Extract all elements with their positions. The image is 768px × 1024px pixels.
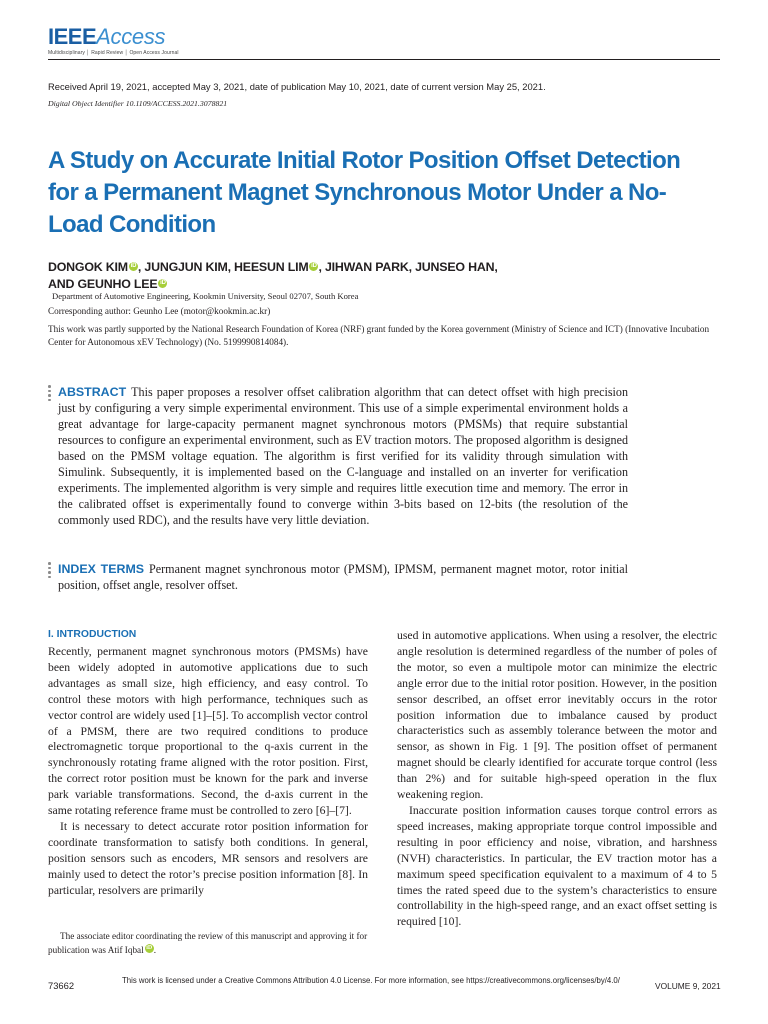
orcid-icon[interactable]: iD <box>160 280 166 286</box>
orcid-icon[interactable]: iD <box>130 263 137 269</box>
orcid-icon[interactable]: iD <box>311 263 317 269</box>
author-name: , JIHWAN PARK, JUNSEO HAN, <box>318 260 498 274</box>
author-name: , JUNGJUN KIM, HEESUN LIM <box>137 260 309 274</box>
paragraph: It is necessary to detect accurate rotor position information for coordinate transformation to satisfy both conditions. In general, position sensors such as encoders, MR sensors and resolvers are mainly used to detect the rotor’s precise position information [8]. In particular, resolvers are primarily <box>48 819 368 897</box>
page-number: 73662 <box>48 980 75 991</box>
section-heading: I. INTRODUCTION <box>48 629 137 640</box>
body-column-left <box>48 644 368 899</box>
abstract-label: ABSTRACT <box>58 385 127 399</box>
section-dots-icon <box>48 385 51 403</box>
orcid-icon[interactable]: iD <box>146 945 153 951</box>
paragraph: Inaccurate position information causes torque control errors as speed increases, making appropriate torque control impossible and resulting in poor efficiency and noise, vibration, and harshness (NVH) characteristics. In particular, the EV traction motor has a maximum speed specification equivalent to a maximum of 4 to 5 times the rated speed due to the system’s characteristics to ensure controllability in the high-speed range, and an exact offset setting is required [10]. <box>397 803 717 929</box>
section-dots-icon <box>48 562 51 580</box>
footnote-text: The associate editor coordinating the review of this manuscript and approving it for publication was Atif Iqbal <box>48 931 368 955</box>
volume-info: VOLUME 9, 2021 <box>655 981 721 991</box>
corresponding-author: Corresponding author: Geunho Lee (motor@kookmin.ac.kr) <box>48 306 271 316</box>
author-name: DONGOK KIM <box>48 260 128 274</box>
paper-title: A Study on Accurate Initial Rotor Position Offset Detection for a Permanent Magnet Synchronous Motor Under a No-Load Condition <box>48 147 681 238</box>
footnote <box>48 929 368 957</box>
funding-note: This work was partly supported by the National Research Foundation of Korea (NRF) grant funded by the Korea government (Ministry of Science and ICT) (Innovative Incubation Center for Autonomous xEV Technology) (No. 5199990814084). <box>48 324 710 347</box>
header-divider <box>48 59 720 60</box>
index-terms <box>58 561 628 593</box>
author-list <box>48 259 608 293</box>
abstract-text: This paper proposes a resolver offset calibration algorithm that can detect offset with high precision just by configuring a very simple experimental environment. This use of a simple experimental environment holds a great advantage for large-capacity permanent magnet synchronous motors (PMSMs) that require substantial resources to configure an experimental environment, such as EV traction motors. The proposed algorithm is designed based on the PMSM voltage equation. The algorithm is first verified for its validity through simulation with Simulink. Subsequently, it is implemented based on the C-language and installed on an inverter for verification experiments. The implemented algorithm is very simple and requires little execution time and memory. The error in the calibrated offset is experimentally found to converge within 3-bits based on 12-bits (the resolution of the commonly used RDC), and the results have very little deviation. <box>58 385 628 527</box>
logo-ieee: IEEE <box>48 24 97 49</box>
journal-logo <box>48 24 179 56</box>
index-terms-text: Permanent magnet synchronous motor (PMSM), IPMSM, permanent magnet motor, rotor initial position, offset angle, resolver offset. <box>58 562 629 592</box>
license-notice[interactable]: This work is licensed under a Creative Commons Attribution 4.0 License. For more information, see https://creativecommons.org/licenses/by/4.0/ <box>122 976 620 985</box>
paragraph: used in automotive applications. When using a resolver, the electric angle resolution is determined regardless of the number of poles of the motor, so even a multipole motor can minimize the electric angle error due to the initial rotor position. However, in the position sensor described, an offset error inevitably occurs in the rotor position information due to imbalance caused by product characteristics such as assembly tolerance between the motor and sensor, as shown in Fig. 1 [9]. The position offset of permanent magnet should be clearly identified for accurate torque control (less than 2%) and for suitable high-speed operation in the flux weakening region. <box>397 629 717 802</box>
author-name: AND GEUNHO LEE <box>48 277 158 291</box>
index-terms-label: INDEX TERMS <box>58 562 145 576</box>
affiliation: Department of Automotive Engineering, Kookmin University, Seoul 02707, South Korea <box>52 291 359 301</box>
footnote-end: . <box>153 945 156 955</box>
logo-access: Access <box>96 24 166 49</box>
journal-tagline: Multidisciplinary │ Rapid Review │ Open Access Journal <box>48 50 179 56</box>
paragraph: Recently, permanent magnet synchronous motors (PMSMs) have been widely adopted in automotive applications due to such advantages as small size, high efficiency, and easy control. To control these motors with high performance, techniques such as vector control are widely used [1]–[5]. To accomplish vector control of a PMSM, there are two required conditions to produce electromagnetic torque proportional to the q-axis current in the synchronously rotating frame aligned with the rotor position. First, the correct rotor position must be known for the park and inverse park variable transformations. Second, the d-axis current in the same rotating reference frame must be controlled to zero [6]–[7]. <box>48 645 368 818</box>
doi: Digital Object Identifier 10.1109/ACCESS.2021.3078821 <box>48 99 228 108</box>
article-history: Received April 19, 2021, accepted May 3, 2021, date of publication May 10, 2021, date of current version May 25, 2021. <box>48 81 546 92</box>
abstract <box>58 384 628 528</box>
body-column-right <box>397 628 717 930</box>
